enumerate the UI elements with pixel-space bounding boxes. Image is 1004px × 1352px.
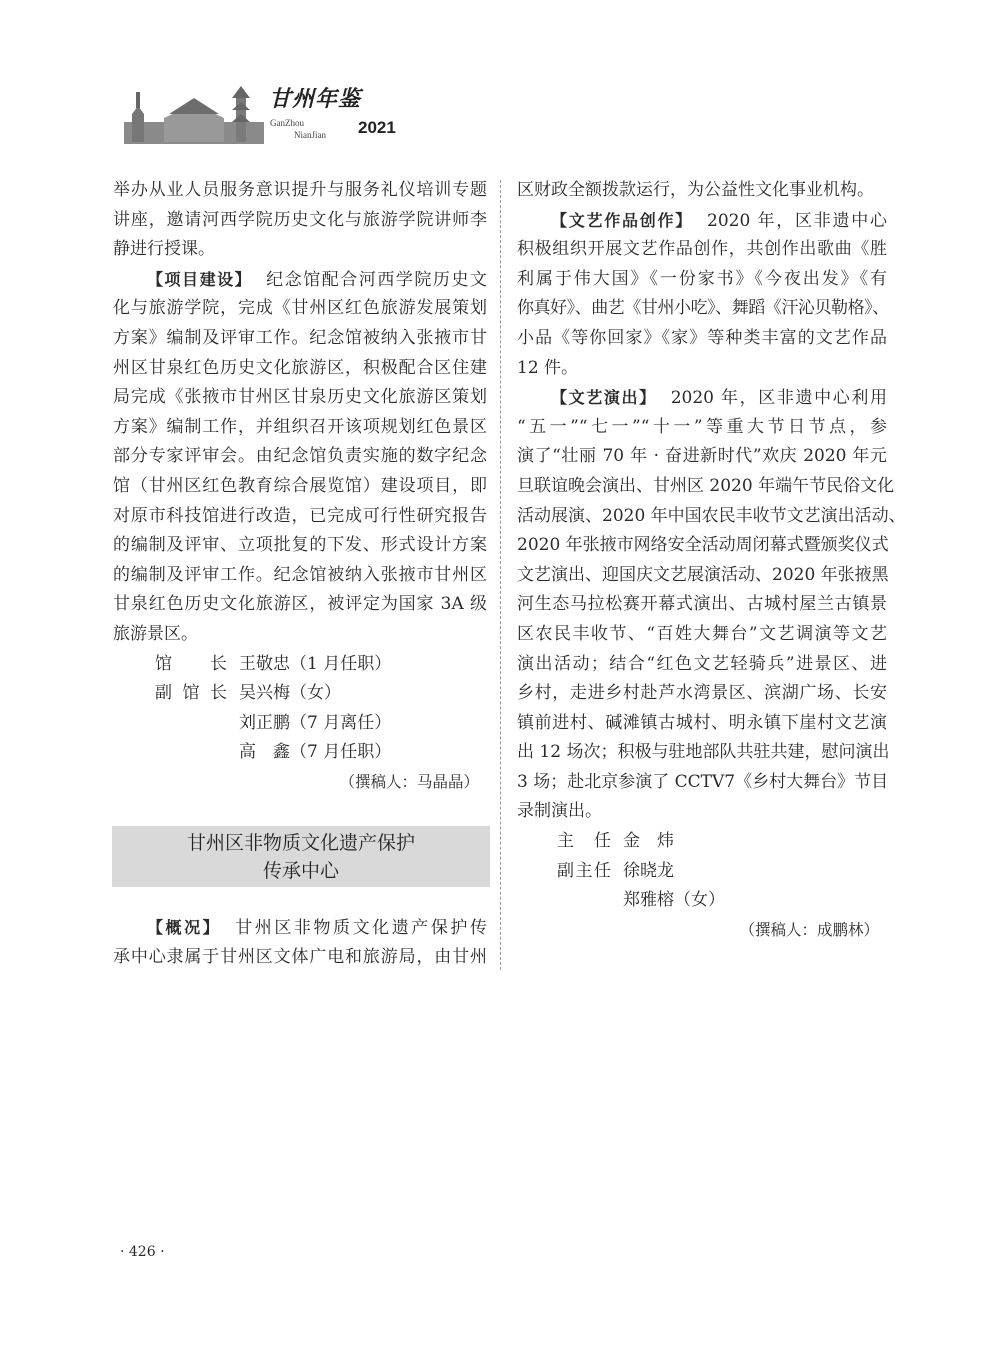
page-number: · 426 · xyxy=(120,1244,165,1260)
section-heading-line: 甘州区非物质文化遗产保护 xyxy=(186,832,415,854)
text-line: 州区甘泉红色历史文化旅游区，积极配合区住建 xyxy=(113,357,487,378)
text-line: 旦联谊晚会演出、甘州区 2020 年端午节民俗文化 xyxy=(517,475,895,496)
text-line: 区财政全额拨款运行，为公益性文化事业机构。 xyxy=(517,180,874,200)
staff-entry xyxy=(155,650,487,680)
staff-entry xyxy=(557,857,887,887)
section-tag: 【文艺作品创作】 xyxy=(551,210,694,230)
staff-role: 主任 xyxy=(557,831,611,852)
text: 纪念馆配合河西学院历史文 xyxy=(266,269,487,290)
text-line: 甘泉红色历史文化旅游区，被评定为国家 3A 级 xyxy=(113,594,487,615)
section-heading-line: 传承中心 xyxy=(262,860,339,882)
yearbook-subtitle-en: GanZhou xyxy=(270,118,304,128)
staff-role: 副馆长 xyxy=(155,683,227,704)
text-line: 部分专家评审会。由纪念馆负责实施的数字纪念 xyxy=(113,446,487,467)
paragraph-art-performance xyxy=(517,383,906,827)
text-line: 演了“壮丽 70 年 · 奋进新时代”欢庆 2020 年元 xyxy=(517,446,887,467)
text: 2020 年，区非遗中心 xyxy=(707,210,887,231)
text-line: 旅游景区。 xyxy=(113,623,198,644)
text-line: 的编制及评审、立项批复的下发、形式设计方案 xyxy=(113,535,487,556)
text-line: 小品《等你回家》《家》等种类丰富的文艺作品 xyxy=(517,327,887,348)
staff-name: 金 炜 xyxy=(623,831,674,852)
staff-entry xyxy=(155,679,487,709)
text-line: 局完成《张掖市甘州区甘泉历史文化旅游区策划 xyxy=(113,387,487,408)
author-credit: （撰稿人：成鹏林） xyxy=(739,920,879,939)
staff-list xyxy=(517,827,887,916)
text-line: 的编制及评审工作。纪念馆被纳入张掖市甘州区 xyxy=(113,564,487,585)
text-line xyxy=(113,913,487,943)
landmark-illustration-icon xyxy=(124,84,264,144)
text-line: 馆（甘州区红色教育综合展览馆）建设项目，即 xyxy=(113,475,487,496)
staff-list xyxy=(113,650,487,768)
staff-entry xyxy=(557,886,887,916)
text-line: 讲座，邀请河西学院历史文化与旅游学院讲师李 xyxy=(113,209,487,230)
text-line: 2020 年张掖市网络安全活动周闭幕式暨颁奖仪式 xyxy=(517,535,889,556)
yearbook-year: 2021 xyxy=(358,118,396,137)
section-tag: 【概况】 xyxy=(147,918,222,937)
text-line: “五一”“七一”“十一”等重大节日节点，参 xyxy=(517,416,887,437)
text-line: 录制演出。 xyxy=(517,801,602,822)
text: 2020 年，区非遗中心利用 xyxy=(670,388,887,409)
staff-name: 郑雅榕（女） xyxy=(623,890,725,911)
text-line: 河生态马拉松赛开幕式演出、古城村屋兰古镇景 xyxy=(517,594,887,615)
text-line: 积极组织开展文艺作品创作，共创作出歌曲《胜 xyxy=(517,239,887,260)
section-heading xyxy=(112,826,490,887)
text-line: 举办从业人员服务意识提升与服务礼仪培训专题 xyxy=(113,180,487,200)
text-line: 区农民丰收节、“百姓大舞台”文艺调演等文艺 xyxy=(517,623,887,644)
yearbook-title: 甘州年鉴 xyxy=(269,86,362,112)
section-tag: 【文艺演出】 xyxy=(551,388,657,408)
text-line: 12 件。 xyxy=(517,357,579,378)
column-divider xyxy=(500,180,501,970)
paragraph-project-construction xyxy=(113,265,487,650)
running-header xyxy=(124,84,424,144)
yearbook-subtitle-en: NianJian xyxy=(294,130,326,140)
text-line: 3 场；赴北京参演了 CCTV7《乡村大舞台》节目 xyxy=(517,771,889,792)
staff-name: 刘正鹏（7 月离任） xyxy=(239,712,392,733)
left-column-continued xyxy=(113,913,487,972)
paragraph-art-creation xyxy=(517,206,887,384)
author-credit: （撰稿人：马晶晶） xyxy=(339,772,479,791)
staff-entry xyxy=(557,827,887,857)
text: 甘州区非物质文化遗产保护传 xyxy=(235,918,487,938)
text-line xyxy=(517,206,887,236)
staff-entry xyxy=(155,738,487,768)
text-line: 静进行授课。 xyxy=(113,239,215,260)
text-line: 方案》编制工作，并组织召开该项规划红色景区 xyxy=(113,416,487,437)
right-column xyxy=(517,176,906,945)
text-line: 镇前进村、碱滩镇古城村、明永镇下崖村文艺演 xyxy=(517,712,887,733)
paragraph xyxy=(113,176,487,265)
text-line: 承中心隶属于甘州区文体广电和旅游局，由甘州 xyxy=(113,946,487,967)
text-line: 出 12 场次；积极与驻地部队共驻共建，慰问演出 xyxy=(517,742,890,763)
text-line: 对原市科技馆进行改造，已完成可行性研究报告 xyxy=(113,505,487,526)
text-line xyxy=(113,265,487,295)
left-column xyxy=(113,176,487,797)
staff-name: 王敬忠（1 月任职） xyxy=(239,653,392,674)
text-line: 乡村，走进乡村赴芦水湾景区、滨湖广场、长安 xyxy=(517,683,887,704)
section-tag: 【项目建设】 xyxy=(147,269,253,289)
staff-name: 徐晓龙 xyxy=(623,860,674,881)
text-line: 利属于伟大国》《一份家书》《今夜出发》《有 xyxy=(517,268,887,289)
text-line: 化与旅游学院，完成《甘州区红色旅游发展策划 xyxy=(113,298,487,319)
text-line: 演出活动；结合“红色文艺轻骑兵”进景区、进 xyxy=(517,653,887,674)
text-line: 你真好》、曲艺《甘州小吃》、舞蹈《汗沁贝勒格》、 xyxy=(517,298,887,319)
text-line: 文艺演出、迎国庆文艺展演活动、2020 年张掖黑 xyxy=(517,564,889,585)
staff-name: 高 鑫（7 月任职） xyxy=(239,742,392,763)
text-line: 方案》编制及评审工作。纪念馆被纳入张掖市甘 xyxy=(113,327,487,348)
staff-role: 馆长 xyxy=(155,653,227,674)
staff-name: 吴兴梅（女） xyxy=(239,683,341,704)
text-line: 活动展演、2020 年中国农民丰收节文艺演出活动、 xyxy=(517,505,906,526)
staff-entry xyxy=(155,709,487,739)
staff-role: 副主任 xyxy=(557,860,611,881)
text-line xyxy=(517,383,887,413)
